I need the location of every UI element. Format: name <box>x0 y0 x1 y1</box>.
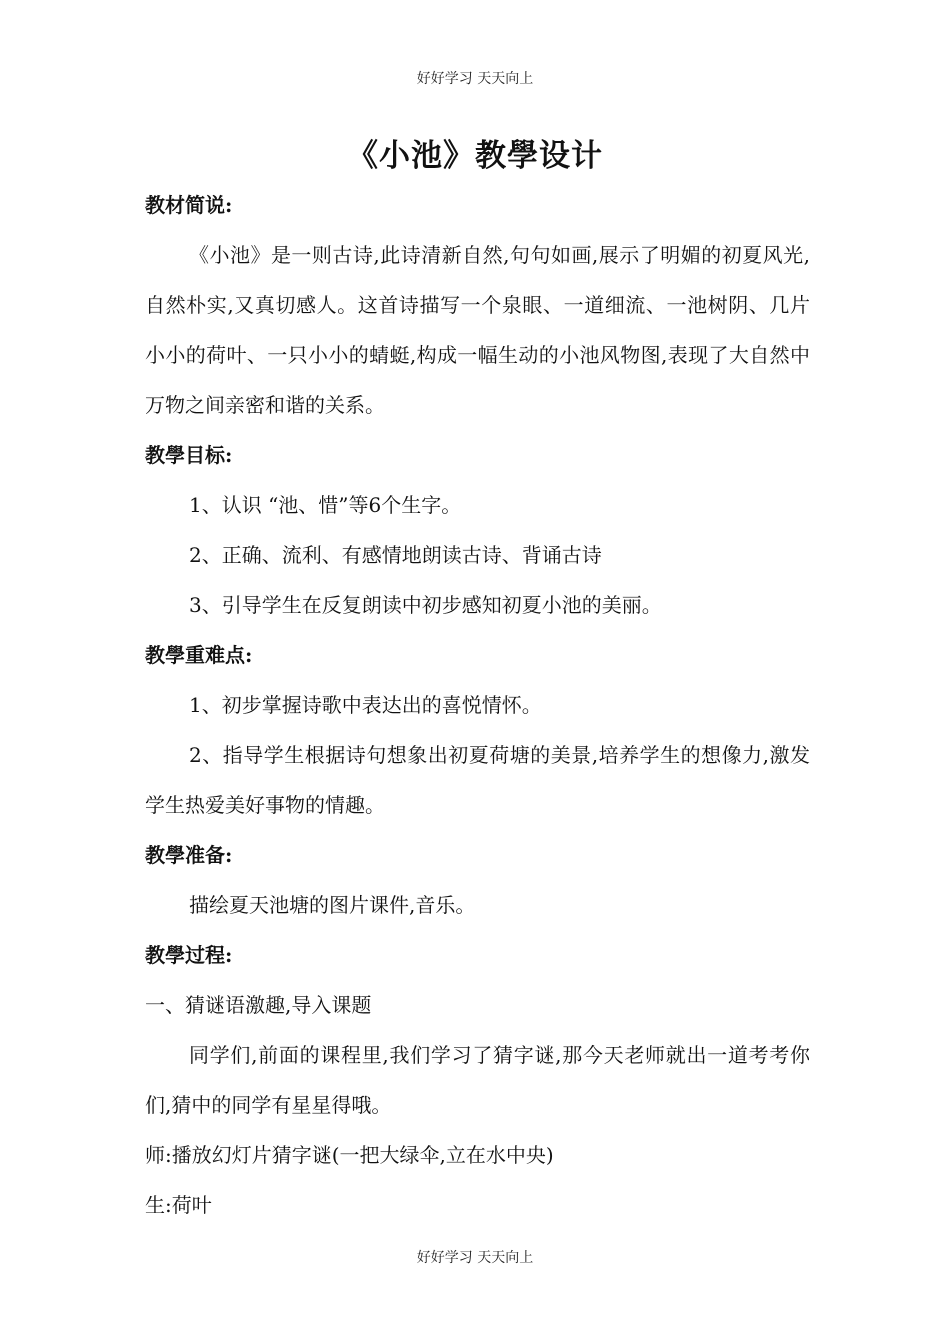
goal-item-2: 2、正确、流利、有感情地朗读古诗、背诵古诗 <box>189 543 602 567</box>
teacher-line: 师:播放幻灯片猜字谜(一把大绿伞,立在水中央) <box>145 1143 554 1167</box>
document-body <box>145 180 810 1230</box>
key-point-1: 1、初步掌握诗歌中表达出的喜悦情怀。 <box>189 693 542 717</box>
student-line: 生:荷叶 <box>145 1193 212 1217</box>
intro-paragraph: 《小池》是一则古诗,此诗清新自然,句句如画,展示了明媚的初夏风光,自然朴实,又真切感人。这首诗描写一个泉眼、一道细流、一池树阴、几片小小的荷叶、一只小小的蜻蜓,构成一幅生动的小池风物图,表现了大自然中万物之间亲密和谐的关系。 <box>145 243 810 417</box>
page-header: 好好学习 天天向上 <box>416 71 534 87</box>
preparation-text: 描绘夏天池塘的图片课件,音乐。 <box>189 893 476 917</box>
goals-heading: 教學目标: <box>145 443 233 467</box>
process-heading: 教學过程: <box>145 943 233 967</box>
document-title: 《小池》教學设计 <box>347 138 603 174</box>
goal-item-3: 3、引导学生在反复朗读中初步感知初夏小池的美丽。 <box>189 593 662 617</box>
intro-heading: 教材简说: <box>145 193 233 217</box>
page-footer: 好好学习 天天向上 <box>416 1250 534 1266</box>
preparation-heading: 教學准备: <box>145 843 233 867</box>
goal-item-1: 1、认识 “池、惜”等6个生字。 <box>189 493 462 517</box>
key-points-heading: 教學重难点: <box>145 643 253 667</box>
process-step-1: 一、猜谜语激趣,导入课题 <box>145 993 372 1017</box>
key-point-2: 2、指导学生根据诗句想象出初夏荷塘的美景,培养学生的想像力,激发学生热爱美好事物的情趣。 <box>145 743 810 817</box>
process-step-1-text: 同学们,前面的课程里,我们学习了猜字谜,那今天老师就出一道考考你们,猜中的同学有星星得哦。 <box>145 1043 810 1117</box>
